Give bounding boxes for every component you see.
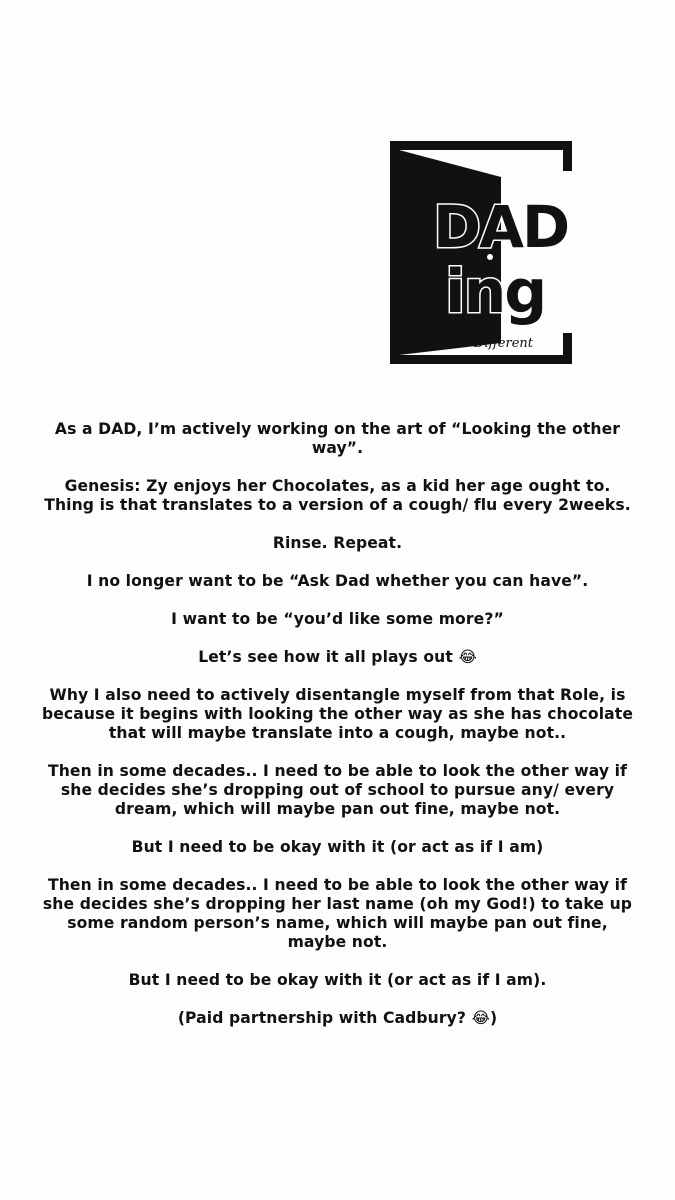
paragraph-no-longer: I no longer want to be “Ask Dad whether you can have”. <box>86 572 589 590</box>
laughing-emoji-icon: 😂 <box>458 648 477 666</box>
paragraph-lets-see: Let’s see how it all plays out 😂 <box>198 648 477 666</box>
paragraph-decades-school: Then in some decades.. I need to be able to look the other way if she decides she’s dropping out of school to pursue any/ every dream, which will maybe pan out fine, maybe not. <box>47 762 627 818</box>
paragraph-rinse-repeat: Rinse. Repeat. <box>272 534 403 552</box>
logo-word-dad: DAD <box>433 193 569 261</box>
paragraph-genesis: Genesis: Zy enjoys her Chocolates, as a kid her age ought to. Thing is that translates to a version of a cough/ flu every 2weeks. <box>44 477 631 514</box>
dading-logo <box>386 137 576 368</box>
paragraph-decades-name: Then in some decades.. I need to be able to look the other way if she decides she’s dropping her last name (oh my God!) to take up some random person’s name, which will maybe pan out fine, maybe not. <box>42 876 633 951</box>
paragraph-okay-2: But I need to be okay with it (or act as if I am). <box>128 971 547 989</box>
paragraph-intro: As a DAD, I’m actively working on the art of “Looking the other way”. <box>54 420 621 457</box>
laughing-emoji-icon: 😂 <box>471 1009 490 1027</box>
paragraph-partnership: (Paid partnership with Cadbury? 😂) <box>177 1009 498 1027</box>
post-body <box>40 420 635 1047</box>
paragraph-why: Why I also need to actively disentangle myself from that Role, is because it begins with looking the other way as she has chocolate that will maybe translate into a cough, maybe not.. <box>41 686 634 742</box>
paragraph-want-to-be: I want to be “you’d like some more?” <box>171 610 504 628</box>
logo-tagline: Different <box>474 336 533 351</box>
paragraph-okay-1: But I need to be okay with it (or act as if I am) <box>131 838 544 856</box>
logo-word-ing: ing <box>445 257 546 327</box>
